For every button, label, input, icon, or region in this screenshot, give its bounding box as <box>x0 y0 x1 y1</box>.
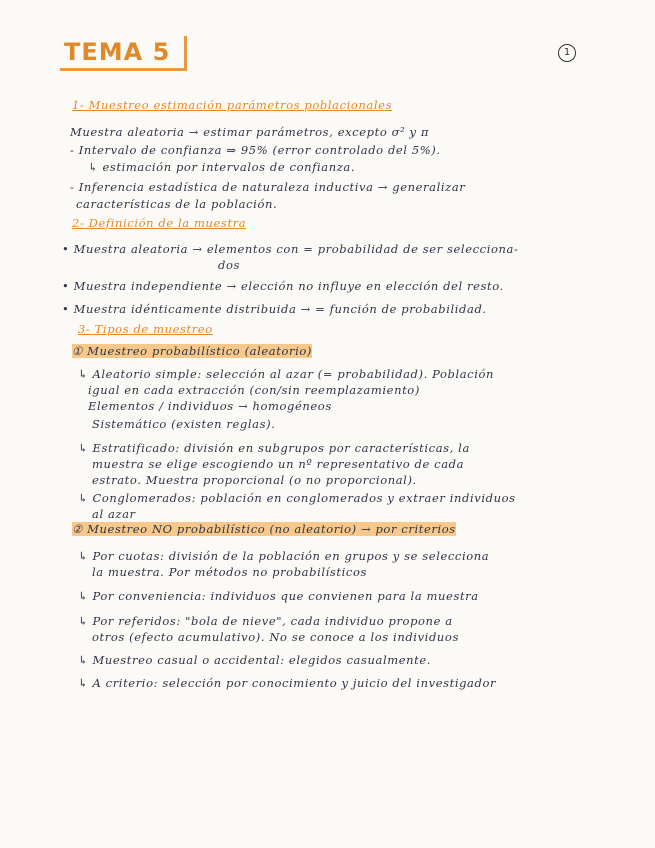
note-line: dos <box>218 258 240 272</box>
note-line: muestra se elige escogiendo un nº representativo de cada <box>92 457 465 471</box>
note-line: ↳ estimación por intervalos de confianza. <box>88 160 356 174</box>
note-line: • Muestra aleatoria → elementos con = probabilidad de ser selecciona- <box>62 242 519 256</box>
note-line: ↳ Muestreo casual o accidental: elegidos casualmente. <box>78 653 432 667</box>
note-line: ↳ Por referidos: "bola de nieve", cada individuo propone a <box>78 614 453 628</box>
note-line: - Inferencia estadística de naturaleza inductiva → generalizar <box>70 180 466 194</box>
note-line: ↳ A criterio: selección por conocimiento y juicio del investigador <box>78 676 497 690</box>
highlighted-heading: ① Muestreo probabilístico (aleatorio) <box>72 344 312 358</box>
subsection-heading <box>72 344 612 358</box>
highlighted-heading: ② Muestreo NO probabilístico (no aleatorio) → por criterios <box>72 522 456 536</box>
note-line: ↳ Estratificado: división en subgrupos por características, la <box>78 441 470 455</box>
section-heading: 3- Tipos de muestreo <box>78 322 213 336</box>
note-line: ↳ Por conveniencia: individuos que convienen para la muestra <box>78 589 479 603</box>
note-line: igual en cada extracción (con/sin reemplazamiento) <box>88 383 420 397</box>
page-title: TEMA 5 <box>64 38 171 66</box>
section-heading: 1- Muestreo estimación parámetros poblacionales <box>72 98 393 112</box>
title-box <box>60 36 187 71</box>
note-line: • Muestra independiente → elección no influye en elección del resto. <box>62 279 504 293</box>
note-line: estrato. Muestra proporcional (o no proporcional). <box>92 473 417 487</box>
note-line: ↳ Conglomerados: población en conglomerados y extraer individuos <box>78 491 516 505</box>
section-heading: 2- Definición de la muestra <box>72 216 247 230</box>
note-line: la muestra. Por métodos no probabilísticos <box>92 565 367 579</box>
note-line: características de la población. <box>76 197 278 211</box>
note-line: al azar <box>92 507 136 521</box>
subsection-heading <box>72 522 612 536</box>
note-line: ↳ Aleatorio simple: selección al azar (= probabilidad). Población <box>78 367 495 381</box>
note-line: Sistemático (existen reglas). <box>92 417 276 431</box>
note-line: Muestra aleatoria → estimar parámetros, excepto σ² y π <box>70 125 430 139</box>
note-line: Elementos / individuos → homogéneos <box>88 399 332 413</box>
note-line: - Intervalo de confianza ⇒ 95% (error controlado del 5%). <box>70 143 441 157</box>
note-line: • Muestra idénticamente distribuida → = función de probabilidad. <box>62 302 487 316</box>
page-number: 1 <box>558 44 576 62</box>
note-line: ↳ Por cuotas: división de la población en grupos y se selecciona <box>78 549 490 563</box>
note-line: otros (efecto acumulativo). No se conoce a los individuos <box>92 630 459 644</box>
